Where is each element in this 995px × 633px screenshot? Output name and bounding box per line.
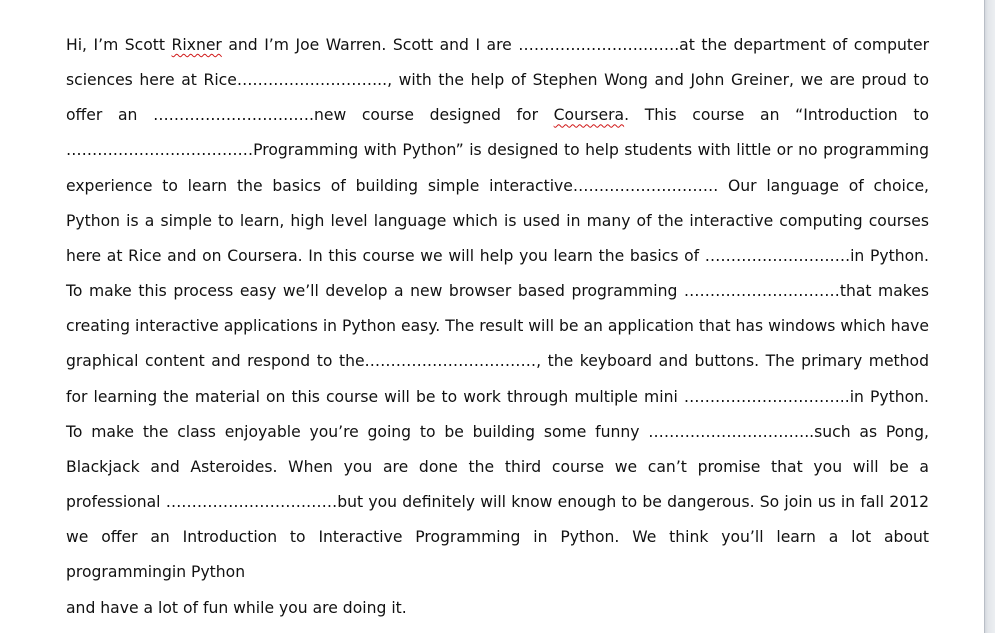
document-page	[66, 28, 929, 626]
paragraph-text: Hi, I’m Scott	[66, 36, 172, 54]
paragraph-text: and I’m Joe Warren. Scott and I are ………………………….at the department of computer sciences here at Rice……………………….., with the help of Stephen Wong and John Greiner, we are proud to offer an ………………………….new course designed for	[66, 36, 929, 125]
paragraph-last-line: and have a lot of fun while you are doing it.	[66, 598, 407, 617]
page-edge-shadow	[984, 0, 995, 633]
body-paragraph	[66, 28, 929, 626]
misspelled-word-rixner[interactable]: Rixner	[171, 36, 222, 54]
misspelled-word-coursera[interactable]: Coursera	[553, 106, 625, 125]
paragraph-text: . This course an “Introduction to ………………………………Programming with Python” is designed to help students with little or no programming experience to learn the basics of building simple interactive………………………. Our language of choice, Python is a simple to learn, high level language which is used in many of the interactive computing courses here at Rice and on Coursera. In this course we will help you learn the basics of ……………………….in Python. To make this process easy we’ll develop a new browser based programming …………………………that makes creating interactive applications in Python easy. The result will be an application that has windows which have graphical content and respond to the……………………………, the keyboard and buttons. The primary method for learning the material on this course will be to work through multiple mini …………………………..in Python. To make the class enjoyable you’re going to be building some funny …………………………..such as Pong, Blackjack and Asteroides. When you are done the third course we can’t promise that you will be a professional ……………………………but you definitely will know enough to be dangerous. So join us in fall 2012 we offer an Introduction to Interactive Programming in Python. We think you’ll learn a lot about programmingin Python	[66, 106, 929, 582]
